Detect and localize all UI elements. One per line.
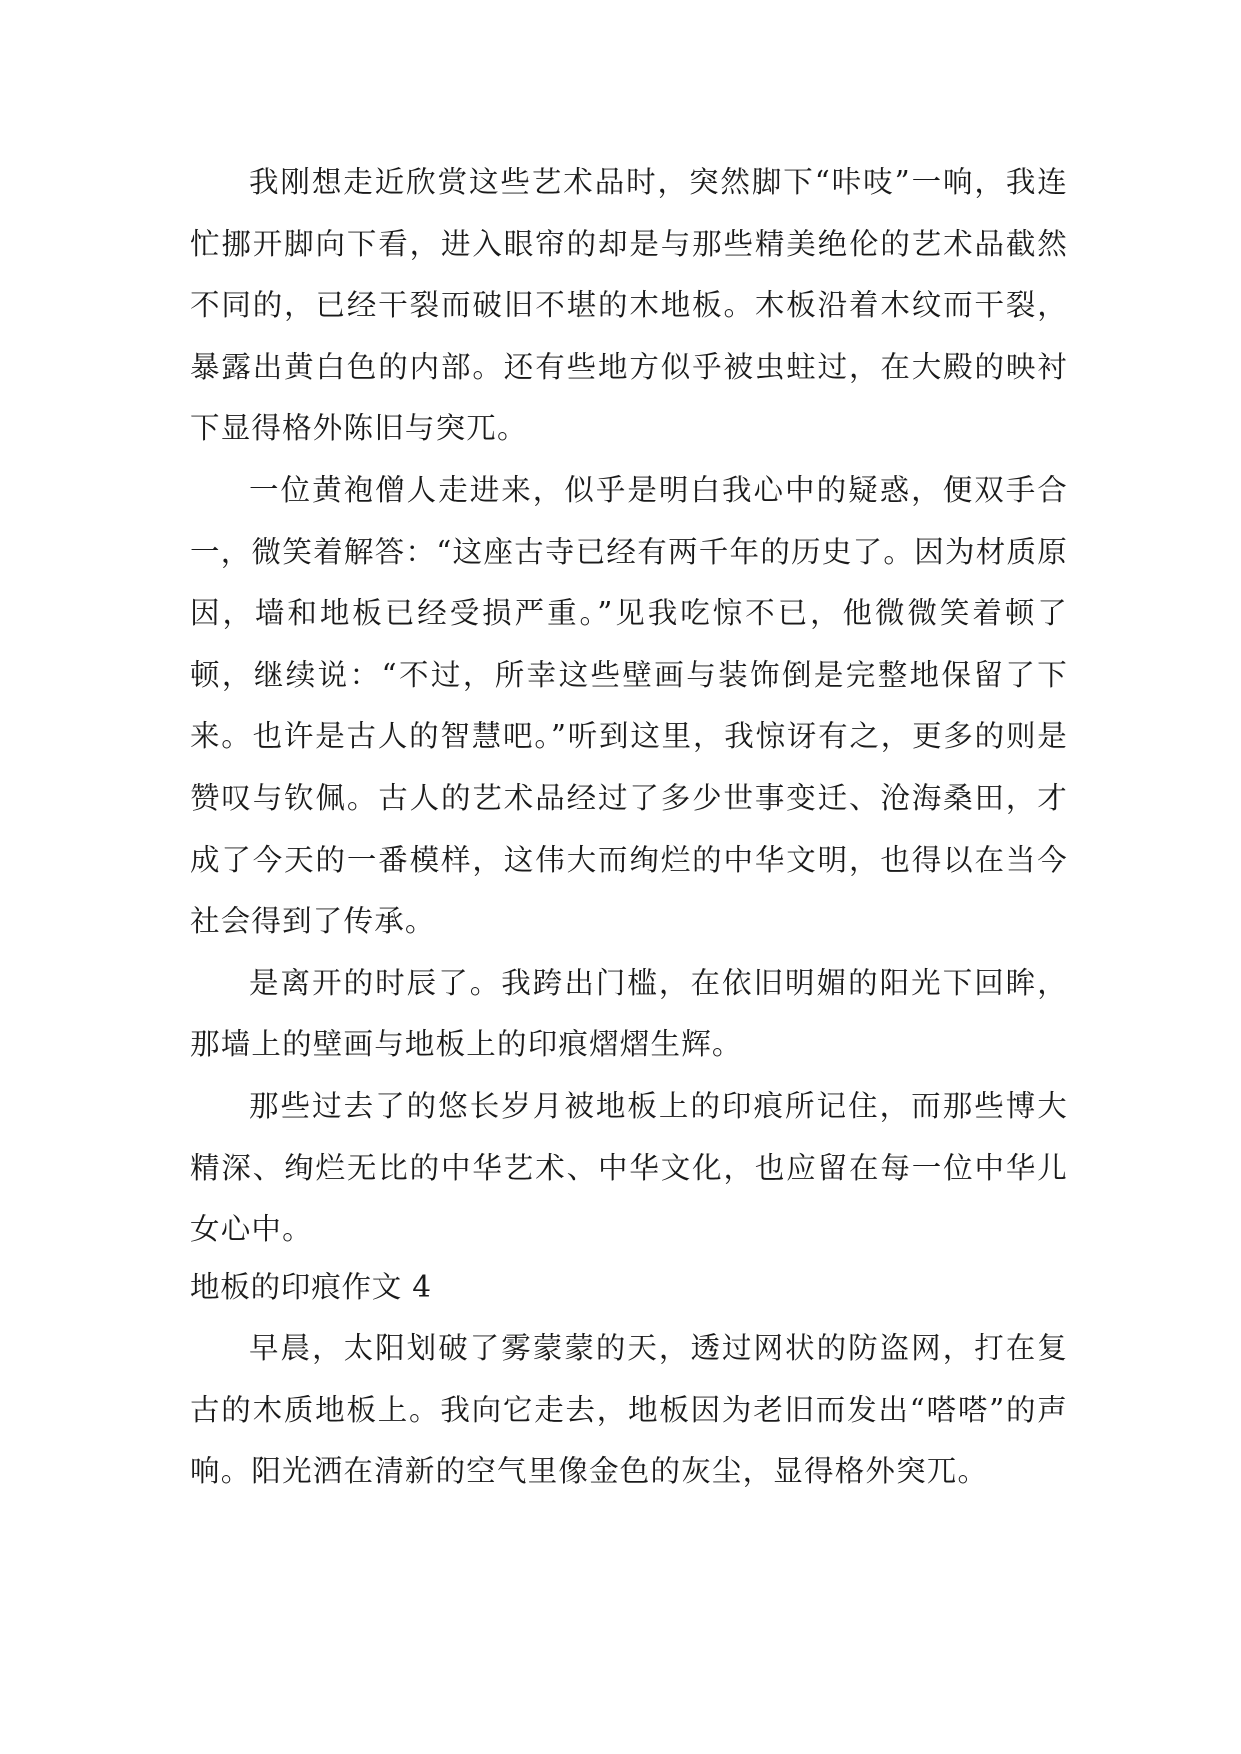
essay-body-part-1 xyxy=(190,152,1068,1261)
paragraph: 一位黄袍僧人走进来，似乎是明白我心中的疑惑，便双手合一，微笑着解答：“这座古寺已经有两千年的历史了。因为材质原因，墙和地板已经受损严重。”见我吃惊不已，他微微笑着顿了顿，继续说：“不过，所幸这些壁画与装饰倒是完整地保留了下来。也许是古人的智慧吧。”听到这里，我惊讶有之，更多的则是赞叹与钦佩。古人的艺术品经过了多少世事变迁、沧海桑田，才成了今天的一番模样，这伟大而绚烂的中华文明，也得以在当今社会得到了传承。 xyxy=(190,472,1068,939)
paragraph: 那些过去了的悠长岁月被地板上的印痕所记住，而那些博大精深、绚烂无比的中华艺术、中华文化，也应留在每一位中华儿女心中。 xyxy=(190,1088,1068,1247)
paragraph: 早晨，太阳划破了雾蒙蒙的天，透过网状的防盗网，打在复古的木质地板上。我向它走去，地板因为老旧而发出“嗒嗒”的声响。阳光洒在清新的空气里像金色的灰尘，显得格外突兀。 xyxy=(190,1331,1068,1489)
essay-title: 地板的印痕作文 4 xyxy=(190,1270,432,1304)
essay-body-part-2 xyxy=(190,1318,1068,1503)
paragraph: 我刚想走近欣赏这些艺术品时，突然脚下“咔吱”一响，我连忙挪开脚向下看，进入眼帘的却是与那些精美绝伦的艺术品截然不同的，已经干裂而破旧不堪的木地板。木板沿着木纹而干裂，暴露出黄白色的内部。还有些地方似乎被虫蛀过，在大殿的映衬下显得格外陈旧与突兀。 xyxy=(190,165,1068,446)
paragraph: 是离开的时辰了。我跨出门槛，在依旧明媚的阳光下回眸，那墙上的壁画与地板上的印痕熠熠生辉。 xyxy=(190,965,1068,1062)
